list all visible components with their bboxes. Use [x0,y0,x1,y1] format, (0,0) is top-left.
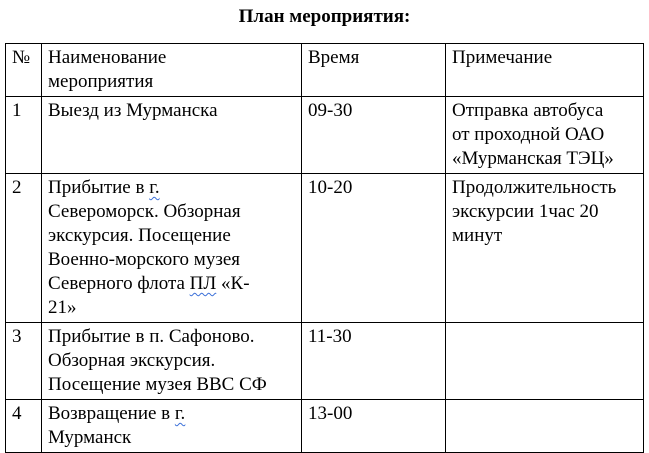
table-header-row [6,44,644,97]
cell-name-text: Прибытие в г. Североморск. Обзорная экскурсия. Посещение Военно-морского музея Северного флота ПЛ «К- 21» [48,177,250,318]
cell-time: 11-30 [302,323,446,400]
spellcheck-mark: г. [149,177,160,198]
header-note: Примечание [446,44,644,97]
document-title: План мероприятия: [238,6,411,27]
cell-number: 1 [6,97,42,174]
cell-name [42,174,302,323]
cell-note [446,323,644,400]
event-plan-table [5,43,644,453]
cell-time: 13-00 [302,400,446,453]
cell-name [42,400,302,453]
cell-number: 2 [6,174,42,323]
table-row [6,400,644,453]
spellcheck-mark: г. [174,403,186,424]
cell-note: Продолжительность экскурсии 1час 20 минут [446,174,644,323]
header-time: Время [302,44,446,97]
cell-note [446,400,644,453]
table-row [6,97,644,174]
table-row [6,174,644,323]
spellcheck-mark: ПЛ [189,273,217,294]
cell-name-text: Возвращение в г. Мурманск [48,403,186,448]
table-row [6,323,644,400]
cell-number: 3 [6,323,42,400]
cell-number: 4 [6,400,42,453]
cell-time: 10-20 [302,174,446,323]
header-number: № [6,44,42,97]
cell-time: 09-30 [302,97,446,174]
cell-name: Выезд из Мурманска [42,97,302,174]
cell-note: Отправка автобуса от проходной ОАО «Мурманская ТЭЦ» [446,97,644,174]
header-name: Наименование мероприятия [42,44,302,97]
cell-name: Прибытие в п. Сафоново. Обзорная экскурсия. Посещение музея ВВС СФ [42,323,302,400]
